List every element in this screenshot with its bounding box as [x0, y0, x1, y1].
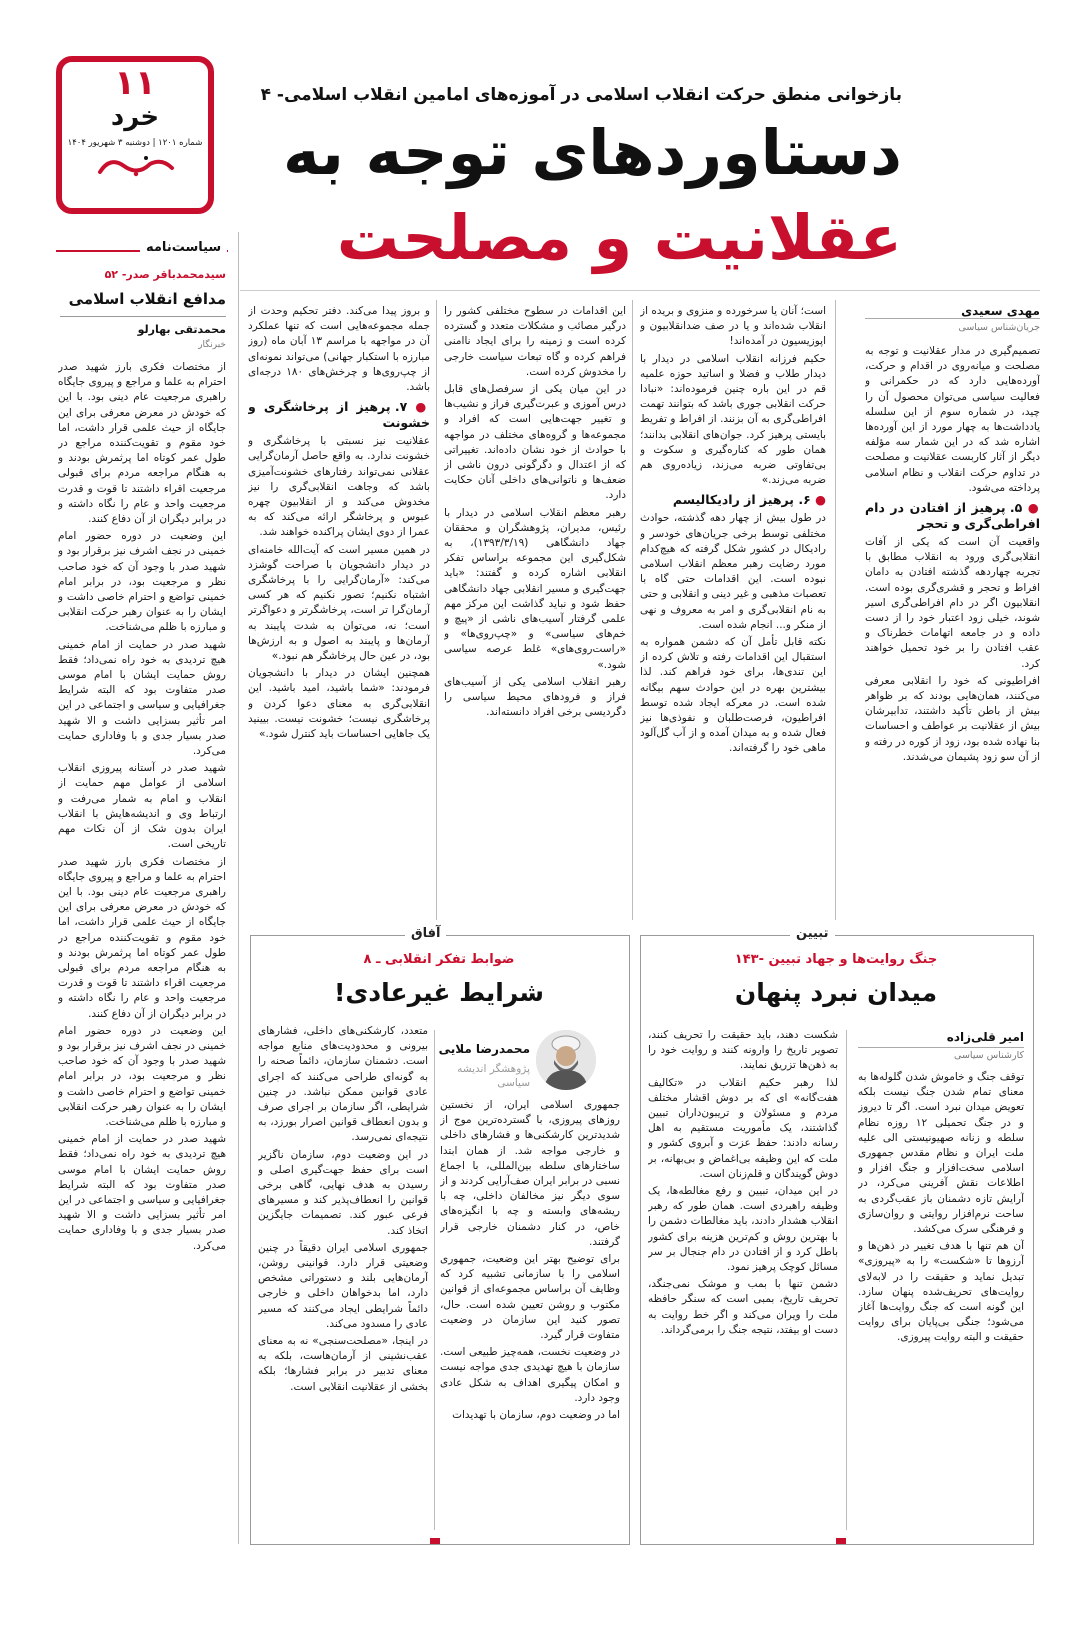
tabyin-author-title: کارشناس سیاسی	[954, 1050, 1024, 1061]
headline-title-line2: عقلانیت و مصلحت	[336, 201, 902, 274]
lead-col4-p4: همچنین ایشان در دیدار با دانشجویان فرمودند: «شما باشید، امید باشید. این انقلابی‌گری به معنای دعوا کردن و پرخاشگری نیست؛ خشونت نیست. بیینید یک جاهایی احساسات باید کنترل شود.»	[248, 667, 430, 741]
sobh-logo-icon	[90, 152, 180, 180]
lead-subheading-5: ● ۵. پرهیز از افتادن در دام افراطی‌گری و تحجر	[865, 500, 1040, 532]
afagh-left-p4: در اینجا، «مصلحت‌سنجی» نه به معنای عقب‌نشینی از آرمان‌هاست، بلکه به معنای تدبیر در برابر فشارها؛ بلکه بخشی از عقلانیت انقلابی است.	[258, 1335, 428, 1393]
afagh-right-p4: اما در وضعیت دوم، سازمان با تهدیدات	[452, 1409, 620, 1422]
siasat-p3-cont: شهید صدر در حمایت از امام خمینی هیچ تردیدی به خود راه نمی‌داد؛ فقط روش حمایت ایشان با امام موسی صدر متفاوت بود که البته شرایط جغرافیایی و سیاسی و اجتماعی در این امر تأثیر بسزایی داشت و الا شهید صدر بسیار جدی و با وفاداری حمایت می‌کرد.	[58, 1133, 226, 1252]
lead-col3-p3: رهبر معظم انقلاب اسلامی در دیدار با رئیس، مدیران، پژوهشگران و محققان جهاد دانشگاهی (۱۳۹۳/۳/۱۹)، به شکل‌گیری این مجموعه براساس تفکر انقلابی اشاره کرده و گفتند: «باید جهت‌گیری و مسیر انقلابی جهاد دانشگاهی حفظ شود و نباید گذاشت این مرکز مهم علمی گرفتار آسیب‌های ناشی از «پیچ و خم‌های سیاسی» و «چپ‌روی‌ها» و «راست‌روی‌های» غلط عرصه سیاسی شود.»	[444, 506, 626, 671]
lead-col4-p3: در همین مسیر است که آیت‌الله خامنه‌ای در دیدار دانشجویان با صراحت گوشزد می‌کند: «آرمان‌گرایی را با پرخاشگری اشتباه نکنیم؛ تصور نکنیم که هر کسی آرمان‌گرا تر است، پرخاشگرتر و دعواگرتر است؛ نه، می‌توان به شدت پایبند به آرمان‌ها و پایبند به اصول و به ارزش‌ها بود، در عین حال پرخاشگر هم نبود.»	[248, 543, 430, 663]
lead-col2-p1: است؛ آنان یا سرخورده و منزوی و بریده از انقلاب شده‌اند و یا در صف ضدانقلابیون و اپوزیسیون در آمده‌اند!	[640, 305, 826, 348]
lead-col4-p1: و بروز پیدا می‌کند. دفتر تحکیم وحدت از جمله مجموعه‌هایی است که تنها عملکرد آن در مواجهه با مراسم ۱۳ آبان ماه (روز مبارزه با استکبار جهانی) می‌تواند نمونه‌ای از چپ‌روی‌ها و چرخش‌های ۱۸۰ درجه‌ای باشد.	[248, 305, 430, 394]
afagh-author-photo	[536, 1030, 596, 1090]
lead-col4-p2: عقلانیت نیز نسبتی با پرخاشگری و خشونت ندارد. به واقع حاصل آرمان‌گرایی عقلانی نمی‌تواند رفتارهای خشونت‌آمیزی باشد که وجاهت انقلابی‌گری را نیز مخدوش می‌کند و از انقلابیون چهره عبوس و پرخاشگر ارائه می‌کند که به عمرا از دوی ایشان پراکنده خواهند شد.	[248, 435, 430, 539]
headline-title-line1: دستاوردهای توجه به	[282, 116, 902, 189]
siasat-p1-cont: از مختصات فکری بارز شهید صدر احترام به علما و مراجع و پیروی جایگاه راهبری مرجعیت عام دینی بود. با این که خودش در معرض معرفی برای این جایگاه از حیث علمی قرار داشت، اما خود مقوم و تقویت‌کننده مراجع در طول عمر کوتاه اما پرثمرش بودند و به هنگام مراجعه مردم برای قبولی مرجعیت اقراء داشتند تا قوت و قدرت مرجعیت واحد و عام را نگاه داشته و در برابر دیگران از آن دفاع کنند.	[58, 855, 226, 1020]
masthead-box	[56, 56, 214, 214]
tabyin-author-name: امیر قلی‌زاده	[946, 1030, 1024, 1044]
lead-subheading-6: ● ۶. پرهیز از رادیکالیسم	[672, 492, 826, 508]
siasat-p2-cont: این وضعیت در دوره حضور امام خمینی در نجف اشرف نیز برقرار بود و شهید صدر با وجود آن که خود صاحب نظر و مرجعیت بود، در برابر امام خمینی تواضع و احترام خاصی داشت و ایشان را به عنوان رهبر حرکت انقلابی و مبارزه با ظلم می‌شناخت.	[58, 1024, 226, 1128]
siasat-title: مدافع انقلاب اسلامی	[68, 290, 226, 308]
issue-info: شماره ۱۲۰۱ | دوشنبه ۳ شهریور ۱۴۰۴	[67, 138, 203, 148]
afagh-author-name: محمدرضا ملایی	[438, 1042, 530, 1056]
tabyin-kicker: جنگ روایت‌ها و جهاد تبیین -۱۴۳	[734, 952, 938, 967]
page-number: ۱۱	[114, 63, 156, 103]
siasat-p4: شهید صدر در آستانه پیروزی انقلاب اسلامی از عوامل مهم حمایت از انقلاب و امام به شمار می‌رفت و ارتباط وی و اندیشه‌هایش با انقلاب ایران بدون شک از آن نکات مهم تاریخی است.	[58, 762, 226, 851]
siasat-author-name: محمدتقی بهارلو	[137, 323, 226, 336]
siasat-p1: از مختصات فکری بارز شهید صدر احترام به علما و مراجع و پیروی جایگاه راهبری مرجعیت عام دینی بود. با این که خودش در معرض معرفی برای این جایگاه از حیث علمی قرار داشت، اما خود مقوم و تقویت‌کننده مراجع در طول عمر کوتاه اما پرثمرش بودند و به هنگام مراجعه مردم برای قبولی مرجعیت اقراء داشتند تا قوت و قدرت مرجعیت واحد و عام را نگاه داشته و در برابر دیگران از آن دفاع کنند.	[58, 361, 226, 526]
afagh-author-title: پژوهشگر اندیشه سیاسی	[457, 1063, 530, 1089]
lead-col1-p1: تصمیم‌گیری در مدار عقلانیت و توجه به مصلحت و میانه‌روی در اقدام و حرکت، آورده‌هایی دارد که در حکمرانی و فعالیت سیاسی می‌توان محصول آن را چید، در شماره سوم از این سلسله یادداشت‌ها به چهار مورد از این آورده‌ها اشاره شد که در این شمار سه مؤلفه دیگر از آثار کاربست عقلانیت و مصلحت در تداوم حرکت انقلاب و نظام اسلامی پرداخته می‌شود.	[865, 345, 1040, 494]
afagh-kicker: ضوابط تفکر انقلابی ـ ۸	[363, 952, 515, 967]
tabyin-col-left	[648, 1028, 838, 1534]
afagh-col-right	[440, 1098, 620, 1534]
lead-col3-p2: در این میان یکی از سرفصل‌های قابل درس آموزی و عبرت‌گیری فراز و نشیب‌ها و تغییر جهت‌هایی است که افراد و مجموعه‌ها و گروه‌های مختلف در مواجهه با حوادث از خود نشان داده‌اند. تغییراتی که از اعتدال و دگرگونی درون ناشی از ضعف‌ها و ناتوانی‌های داخلی آنان حکایت دارد.	[444, 383, 626, 502]
afagh-right-p3: در وضعیت نخست، همه‌چیز طبیعی است. سازمان با هیچ تهدیدی جدی مواجه نیست و امکان پیگیری اهداف به شکل عادی وجود دارد.	[440, 1346, 620, 1404]
tabyin-p1: توقف جنگ و خاموش شدن گلوله‌ها به معنای تمام شدن جنگ نیست بلکه تعویض میدان نبرد است. اگر تا دیروز و در جنگ تحمیلی ۱۲ روزه نظام سلطه و زنانه صهیونیستی الی علیه ملت ایران و نظام مقدس جمهوری اسلامی سخت‌افزار و جنگ افزار و اطلاعات نقش آفرینی می‌کرد، در آرایش تازه دشمنان باز عقب‌گردی به ساحت نرم‌افزار روایتی و روان‌سازی و فرهنگی سرک می‌کشد.	[858, 1071, 1024, 1236]
afagh-right-p1: جمهوری اسلامی ایران، از نخستین روزهای پیروزی، با گسترده‌ترین موج از شدیدترین کارشکنی‌ها و فشارهای داخلی و خارجی مواجه شد. از همان ابتدا ساختارهای سلطه بین‌المللی، با اجماع نسبی در برابر ایران صف‌آرایی کردند و از سوی دیگر نیز مخالفان داخلی، چه با ریشه‌های وابسته و چه با انگیزه‌های خاص، در کنار دشمنان خارجی قرار گرفتند.	[440, 1099, 620, 1248]
portrait-icon	[536, 1030, 596, 1090]
tabyin-p2: آن هم تنها با هدف تغییر در ذهن‌ها و آرزوها تا «شکست» را به «پیروزی» تبدیل نماید و حقیقت را در لابه‌لای روایت‌های تحریف‌شده پنهان سازد. این گونه است که جنگ روایت‌ها آغاز می‌شود؛ جنگی بی‌پایان برای روایت حقیقت و البته روایت پیروزی.	[858, 1240, 1024, 1344]
tabyin-title: میدان نبرد پنهان	[734, 978, 938, 1007]
lead-col-3	[444, 304, 626, 920]
siasat-body	[58, 360, 226, 1540]
lead-col1-p2: واقعیت آن است که یکی از آفات انقلابی‌گری ورود به انقلاب مطابق با تجربه چهاردهه گذشته افتادن به دامان افراط و تحجر و قشری‌گری بوده است. انقلابیون اگر در دام افراطی‌گری اسیر شوند، خیلی زود اعتبار خود را از دست داده و در جامعه اتهامات خطرناک و عقب افتادن را بر خود تحمیل خواهند کرد.	[865, 536, 1040, 670]
lead-col2-p2: حکیم فرزانه انقلاب اسلامی در دیدار با دیدار طلاب و فضلا و اساتید حوزه علمیه قم در این باره چنین فرموده‌اند: «نبادا حرکت انقلابی جوری باشد که بتوانند تهمت افراطی‌گری به آن بزنند. از افراط و تفریط بایستی پرهیز کرد. جوان‌های انقلابی بدانند؛ همان طور که کناره‌گیری و سکوت و بی‌تفاوتی ضربه می‌زند، زیاده‌روی هم ضربه می‌زند.»	[640, 352, 826, 487]
tabyin-p3: شکست دهند، باید حقیقت را تحریف کنند، تصویر تاریخ را وارونه کنند و روایت خود را به ذهن‌ها تزریق نمایند.	[648, 1029, 838, 1072]
lead-author-name: مهدی سعیدی	[961, 304, 1040, 318]
lead-col-2	[640, 304, 826, 920]
tabyin-col-right	[858, 1070, 1024, 1534]
afagh-right-p2: برای توضیح بهتر این وضعیت، جمهوری اسلامی را با سازمانی تشبیه کرد که وظایف آن براساس مجموعه‌ای از قوانین مکتوب و روشن تعیین شده است. حال، تصور کنید این سازمان در وضعیت متفاوت قرار گیرد.	[440, 1253, 620, 1342]
logo	[62, 152, 208, 184]
headline-kicker: بازخوانی منطق حرکت انقلاب اسلامی در آموزه‌های امامین انقلاب اسلامی- ۴	[260, 85, 902, 105]
afagh-title: شرایط غیرعادی!	[333, 978, 544, 1007]
afagh-section-label: آفاق	[405, 926, 446, 941]
siasat-p2: این وضعیت در دوره حضور امام خمینی در نجف اشرف نیز برقرار بود و شهید صدر با وجود آن که خود صاحب نظر و مرجعیت بود، در برابر امام خمینی تواضع و احترام خاصی داشت و ایشان را به عنوان رهبر حرکت انقلابی و مبارزه با ظلم می‌شناخت.	[58, 530, 226, 634]
siasat-kicker: سیدمحمدباقر صدر- ۵۲	[104, 268, 226, 281]
siasat-author-title: خبرنگار	[198, 340, 226, 350]
afagh-col-left	[258, 1024, 428, 1534]
lead-col2-p3: در طول بیش از چهار دهه گذشته، حوادث مختلفی توسط برخی جریان‌های خودسر و رادیکال در کشور شکل گرفته که هیچ‌کدام مورد رضایت رهبر معظم انقلاب اسلامی نبوده است. این اقدامات حتی گاه با تعصبات مذهبی و غیر دینی و انقلابی و حتی به نام انقلابی‌گری و امر به معروف و نهی از منکر و... انجام شده است.	[640, 512, 826, 631]
afagh-left-p3: جمهوری اسلامی ایران دقیقاً در چنین وضعیتی قرار دارد. قوانینی روشن، آرمان‌هایی بلند و دستوراتی مشخص دارد، اما بدخواهان داخلی و خارجی دائماً شرایطی ایجاد می‌کنند که مسیر عادی را مسدود می‌کند.	[258, 1241, 428, 1330]
siasat-p3: شهید صدر در حمایت از امام خمینی هیچ تردیدی به خود راه نمی‌داد؛ فقط روش حمایت ایشان با امام موسی صدر متفاوت بود که البته شرایط جغرافیایی و سیاسی و اجتماعی در این امر تأثیر بسزایی داشت و الا شهید صدر بسیار جدی و با وفاداری حمایت می‌کرد.	[58, 638, 226, 758]
lead-col3-p1: این اقدامات در سطوح مختلفی کشور را درگیر مصائب و مشکلات متعدد و گسترده کرده است و زمینه را برای ایجاد ناامنی فراهم کرده و گاه تبعات سیاست خارجی را مخدوش کرده است.	[444, 305, 626, 378]
tabyin-p4: لذا رهبر حکیم انقلاب در «تکالیف هفت‌گانه» ای که بر دوش اقشار مختلف مردم و مسئولان و تریبون‌داران تبیین گذاشتند، یک مأموریت مستقیم به اهل رسانه دادند: حفظ عزت و آبروی کشور و ملت که این وظیفه بی‌اغماض و بی‌بهانه، بر دوش گویندگان و قلم‌زنان است.	[648, 1076, 838, 1180]
afagh-left-p2: در این وضعیت دوم، سازمان ناگزیر است برای حفظ جهت‌گیری اصلی و رسیدن به هدف نهایی، گاهی برخی قوانین را انعطاف‌پذیر کند و مسیرهای فرعی عبور کند. تصمیمات جایگزین اتخاذ کند.	[258, 1148, 428, 1237]
tabyin-p5: در این میدان، تبیین و رفع مغالطه‌ها، یک وظیفه راهبردی است. همان طور که رهبر انقلاب هشدار دادند، باید مغالطات دشمن را با بهترین روش و کم‌ترین هزینه برای کشور باطل کرد و از افتادن در دام جنجال بر سر مسائل کوچک پرهیز نمود.	[648, 1185, 838, 1274]
lead-author-title: جریان‌شناس سیاسی	[958, 322, 1040, 333]
lead-col-1	[865, 344, 1040, 920]
tabyin-section-label: تبیین	[790, 926, 835, 941]
section-name: خرد	[110, 102, 160, 132]
lead-col3-p4: رهبر انقلاب اسلامی یکی از آسیب‌های فراز و فرودهای محیط سیاسی را دگردیسی برخی افراد دانسته‌اند.	[444, 675, 626, 719]
lead-col-4	[248, 304, 430, 920]
lead-col2-p4: نکته قابل تأمل آن که دشمن همواره به استقبال این اقدامات رفته و تلاش کرده از این تندی‌ها، برای خود فراهم کند. لذا بیشترین بهره در این حوادث سهم بیگانه شده است. در معرکه ایجاد شده توسط افراطیون، فرصت‌طلبان و نفوذی‌ها نیز فعال شده و به میدان آمده و از آب گل‌آلود ماهی خود را گرفته‌اند.	[640, 636, 826, 755]
lead-col1-p3: افراطیونی که خود را انقلابی معرفی می‌کنند، همان‌هایی بودند که بر ظواهر بیش از باطن تأکید داشتند، تدابیرشان بیش از عقلانیت بر عواطف و احساسات بنا نهاده شده بود، زود از کوره در رفته و از آن سو زود پشیمان می‌شدند.	[865, 674, 1040, 763]
tabyin-p6: دشمن تنها با بمب و موشک نمی‌جنگد، تحریف تاریخ، بمبی است که سنگر حافظه ملت را ویران می‌کند و اگر خط روایت به دست او بیفتد، نتیجه جنگ را برمی‌گرداند.	[648, 1278, 838, 1336]
lead-subheading-7: ● ۷. پرهیز از پرخاشگری و خشونت	[248, 399, 430, 431]
siasat-section-label: سیاست‌نامه	[140, 240, 227, 255]
afagh-left-p1: متعدد، کارشکنی‌های داخلی، فشارهای بیرونی و محدودیت‌های منابع مواجه است. دشمنان سازمان، دائماً صحنه را به گونه‌ای طراحی می‌کنند که اجرای عادی قوانین ممکن نباشد. در چنین شرایطی، اگر سازمان بر اجرای صرف و بدون انعطاف قوانین اصرار بورزد، به نتیجه‌ای نمی‌رسد.	[258, 1025, 428, 1144]
